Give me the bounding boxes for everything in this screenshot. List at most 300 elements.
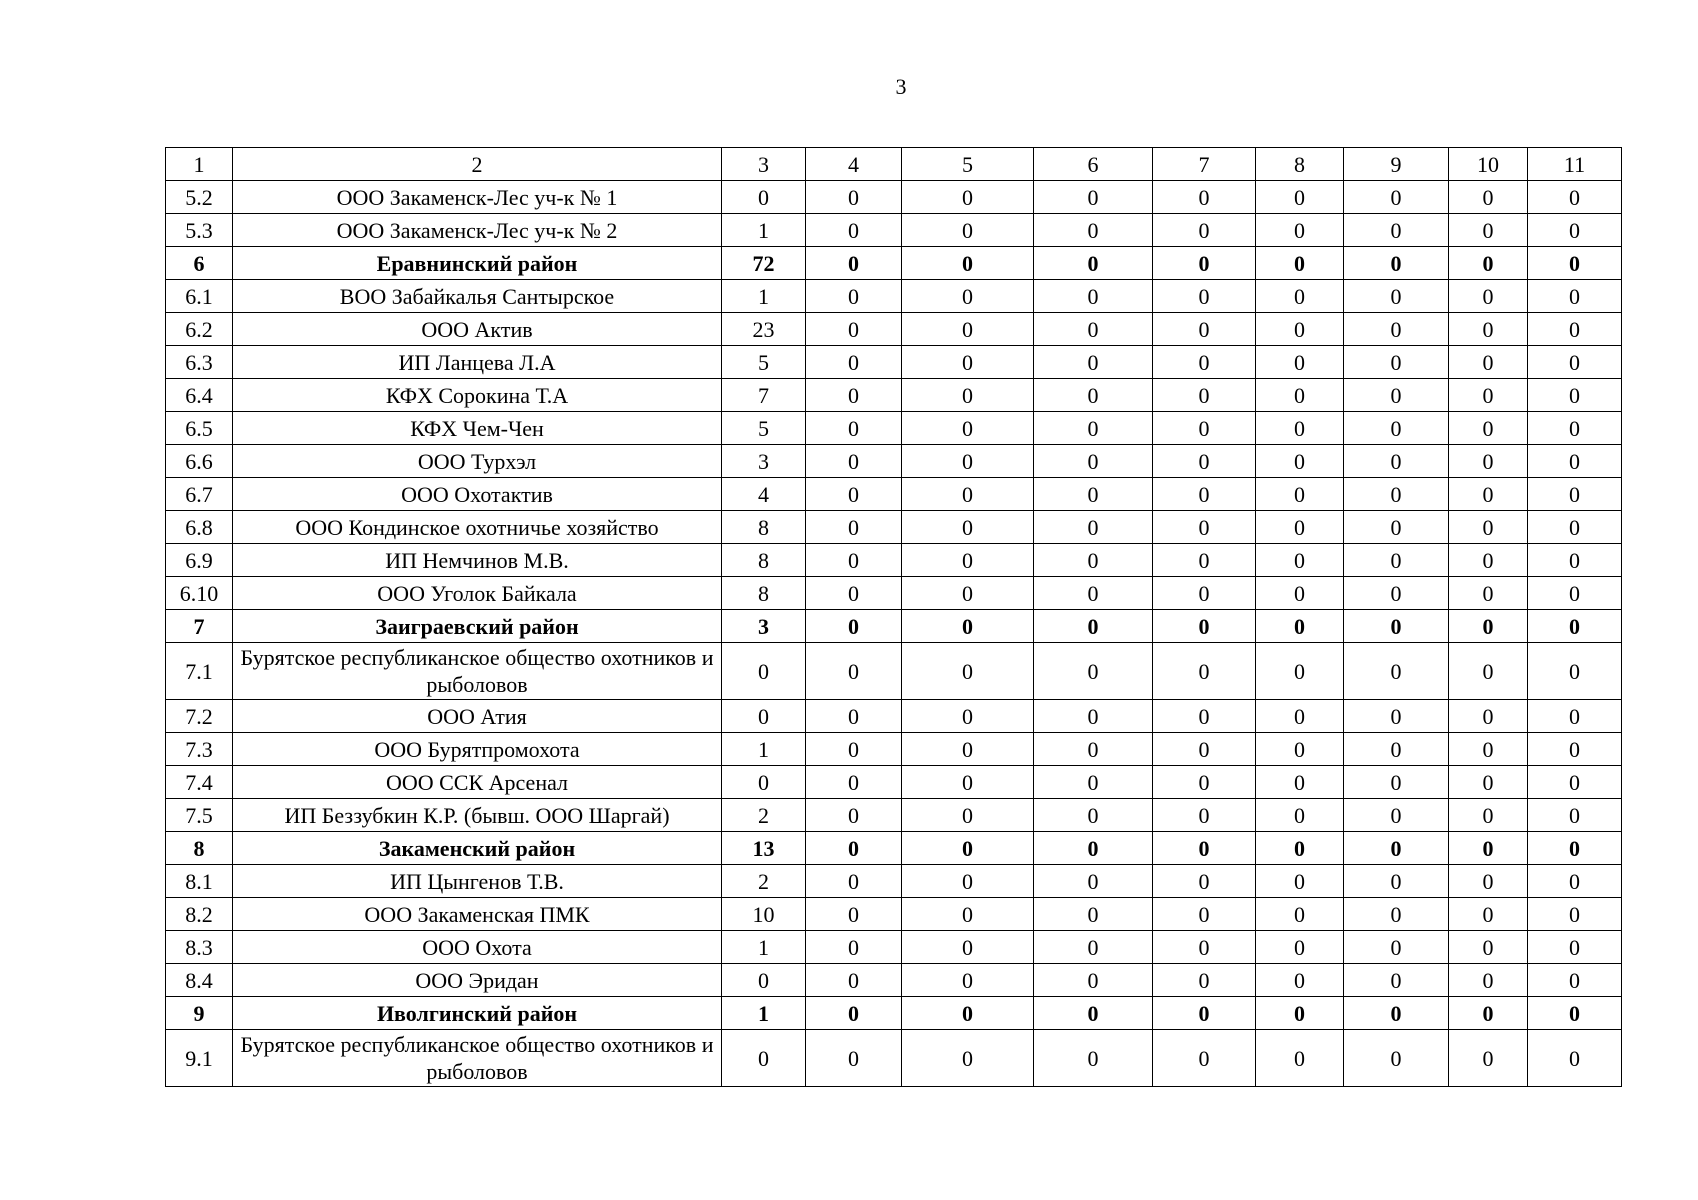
page-number: 3: [895, 74, 907, 99]
value-cell-col-9: 0: [1344, 247, 1449, 280]
value-cell-col-5: 0: [902, 931, 1034, 964]
value-cell-col-6: 0: [1034, 997, 1153, 1030]
value-cell-col-10: 0: [1449, 577, 1528, 610]
data-table: [165, 147, 1622, 1087]
value-cell-col-11: 0: [1528, 799, 1622, 832]
value-cell-col-11: 0: [1528, 181, 1622, 214]
row-number-cell: 6: [166, 247, 233, 280]
value-cell-col-4: 0: [806, 412, 902, 445]
header-cell: 10: [1449, 148, 1528, 181]
value-cell-col-8: 0: [1256, 610, 1344, 643]
value-cell-col-6: 0: [1034, 544, 1153, 577]
organization-name-cell: Иволгинский район: [233, 997, 722, 1030]
value-cell-col-8: 0: [1256, 964, 1344, 997]
value-cell-col-8: 0: [1256, 643, 1344, 700]
value-cell-col-5: 0: [902, 313, 1034, 346]
table-row: [166, 799, 1622, 832]
value-cell-col-10: 0: [1449, 931, 1528, 964]
value-cell-col-4: 0: [806, 379, 902, 412]
table-row: [166, 898, 1622, 931]
value-cell-col-7: 0: [1153, 997, 1256, 1030]
value-cell-col-11: 0: [1528, 280, 1622, 313]
value-cell-col-8: 0: [1256, 931, 1344, 964]
value-cell-col-8: 0: [1256, 445, 1344, 478]
value-cell-col-4: 0: [806, 577, 902, 610]
row-number-cell: 8.3: [166, 931, 233, 964]
value-cell-col-3: 3: [722, 610, 806, 643]
value-cell-col-10: 0: [1449, 313, 1528, 346]
organization-name-cell: ИП Беззубкин К.Р. (бывш. ООО Шаргай): [233, 799, 722, 832]
value-cell-col-5: 0: [902, 214, 1034, 247]
value-cell-col-4: 0: [806, 964, 902, 997]
row-number-cell: 6.3: [166, 346, 233, 379]
header-cell: 1: [166, 148, 233, 181]
value-cell-col-3: 4: [722, 478, 806, 511]
value-cell-col-3: 2: [722, 865, 806, 898]
value-cell-col-10: 0: [1449, 412, 1528, 445]
value-cell-col-3: 1: [722, 280, 806, 313]
value-cell-col-8: 0: [1256, 511, 1344, 544]
value-cell-col-7: 0: [1153, 445, 1256, 478]
value-cell-col-11: 0: [1528, 511, 1622, 544]
value-cell-col-9: 0: [1344, 898, 1449, 931]
value-cell-col-11: 0: [1528, 832, 1622, 865]
value-cell-col-6: 0: [1034, 898, 1153, 931]
value-cell-col-5: 0: [902, 445, 1034, 478]
value-cell-col-9: 0: [1344, 346, 1449, 379]
value-cell-col-5: 0: [902, 997, 1034, 1030]
value-cell-col-10: 0: [1449, 865, 1528, 898]
value-cell-col-4: 0: [806, 1030, 902, 1087]
table-row: [166, 247, 1622, 280]
table-row: [166, 832, 1622, 865]
organization-name-cell: ООО Охота: [233, 931, 722, 964]
value-cell-col-7: 0: [1153, 799, 1256, 832]
table-row: [166, 214, 1622, 247]
value-cell-col-11: 0: [1528, 1030, 1622, 1087]
value-cell-col-5: 0: [902, 544, 1034, 577]
value-cell-col-4: 0: [806, 346, 902, 379]
value-cell-col-10: 0: [1449, 445, 1528, 478]
value-cell-col-7: 0: [1153, 346, 1256, 379]
header-cell: 9: [1344, 148, 1449, 181]
value-cell-col-8: 0: [1256, 577, 1344, 610]
organization-name-cell: КФХ Сорокина Т.А: [233, 379, 722, 412]
value-cell-col-6: 0: [1034, 478, 1153, 511]
organization-name-cell: ООО Эридан: [233, 964, 722, 997]
table-row: [166, 511, 1622, 544]
value-cell-col-3: 7: [722, 379, 806, 412]
value-cell-col-10: 0: [1449, 898, 1528, 931]
value-cell-col-10: 0: [1449, 181, 1528, 214]
value-cell-col-5: 0: [902, 511, 1034, 544]
value-cell-col-7: 0: [1153, 865, 1256, 898]
row-number-cell: 6.6: [166, 445, 233, 478]
table-row: [166, 766, 1622, 799]
table-row: [166, 1030, 1622, 1087]
table-row: [166, 997, 1622, 1030]
value-cell-col-8: 0: [1256, 733, 1344, 766]
value-cell-col-7: 0: [1153, 478, 1256, 511]
value-cell-col-8: 0: [1256, 214, 1344, 247]
value-cell-col-9: 0: [1344, 478, 1449, 511]
table-row: [166, 865, 1622, 898]
value-cell-col-9: 0: [1344, 379, 1449, 412]
value-cell-col-8: 0: [1256, 280, 1344, 313]
value-cell-col-5: 0: [902, 733, 1034, 766]
value-cell-col-7: 0: [1153, 733, 1256, 766]
value-cell-col-3: 0: [722, 766, 806, 799]
value-cell-col-4: 0: [806, 181, 902, 214]
value-cell-col-11: 0: [1528, 379, 1622, 412]
value-cell-col-10: 0: [1449, 379, 1528, 412]
row-number-cell: 6.5: [166, 412, 233, 445]
organization-name-cell: ООО Уголок Байкала: [233, 577, 722, 610]
value-cell-col-7: 0: [1153, 412, 1256, 445]
header-cell: 7: [1153, 148, 1256, 181]
value-cell-col-8: 0: [1256, 247, 1344, 280]
value-cell-col-8: 0: [1256, 832, 1344, 865]
value-cell-col-4: 0: [806, 865, 902, 898]
organization-name-cell: ООО Закаменск-Лес уч-к № 2: [233, 214, 722, 247]
organization-name-cell: Бурятское республиканское общество охотников и рыболовов: [233, 643, 722, 700]
table-row: [166, 733, 1622, 766]
organization-name-cell: ООО Актив: [233, 313, 722, 346]
value-cell-col-6: 0: [1034, 865, 1153, 898]
value-cell-col-11: 0: [1528, 214, 1622, 247]
table-row: [166, 544, 1622, 577]
organization-name-cell: ООО Кондинское охотничье хозяйство: [233, 511, 722, 544]
value-cell-col-9: 0: [1344, 181, 1449, 214]
value-cell-col-7: 0: [1153, 643, 1256, 700]
value-cell-col-4: 0: [806, 511, 902, 544]
value-cell-col-6: 0: [1034, 610, 1153, 643]
value-cell-col-5: 0: [902, 577, 1034, 610]
value-cell-col-6: 0: [1034, 379, 1153, 412]
value-cell-col-5: 0: [902, 865, 1034, 898]
value-cell-col-7: 0: [1153, 766, 1256, 799]
value-cell-col-9: 0: [1344, 544, 1449, 577]
value-cell-col-10: 0: [1449, 247, 1528, 280]
organization-name-cell: ООО Закаменская ПМК: [233, 898, 722, 931]
value-cell-col-10: 0: [1449, 964, 1528, 997]
value-cell-col-8: 0: [1256, 1030, 1344, 1087]
organization-name-cell: ООО Атия: [233, 700, 722, 733]
organization-name-cell: ИП Цынгенов Т.В.: [233, 865, 722, 898]
value-cell-col-11: 0: [1528, 577, 1622, 610]
row-number-cell: 7.1: [166, 643, 233, 700]
row-number-cell: 8.2: [166, 898, 233, 931]
value-cell-col-3: 2: [722, 799, 806, 832]
value-cell-col-6: 0: [1034, 346, 1153, 379]
table-row: [166, 445, 1622, 478]
value-cell-col-5: 0: [902, 346, 1034, 379]
value-cell-col-6: 0: [1034, 313, 1153, 346]
value-cell-col-3: 8: [722, 544, 806, 577]
value-cell-col-11: 0: [1528, 544, 1622, 577]
value-cell-col-3: 5: [722, 412, 806, 445]
value-cell-col-3: 1: [722, 997, 806, 1030]
value-cell-col-11: 0: [1528, 346, 1622, 379]
value-cell-col-10: 0: [1449, 733, 1528, 766]
value-cell-col-8: 0: [1256, 865, 1344, 898]
value-cell-col-4: 0: [806, 445, 902, 478]
value-cell-col-9: 0: [1344, 412, 1449, 445]
value-cell-col-8: 0: [1256, 346, 1344, 379]
value-cell-col-4: 0: [806, 280, 902, 313]
header-cell: 3: [722, 148, 806, 181]
value-cell-col-7: 0: [1153, 700, 1256, 733]
table-row: [166, 346, 1622, 379]
value-cell-col-11: 0: [1528, 700, 1622, 733]
value-cell-col-4: 0: [806, 610, 902, 643]
value-cell-col-8: 0: [1256, 478, 1344, 511]
header-cell: 4: [806, 148, 902, 181]
value-cell-col-10: 0: [1449, 700, 1528, 733]
value-cell-col-11: 0: [1528, 766, 1622, 799]
value-cell-col-8: 0: [1256, 181, 1344, 214]
value-cell-col-5: 0: [902, 643, 1034, 700]
value-cell-col-6: 0: [1034, 280, 1153, 313]
value-cell-col-5: 0: [902, 766, 1034, 799]
table-row: [166, 610, 1622, 643]
row-number-cell: 8: [166, 832, 233, 865]
value-cell-col-9: 0: [1344, 832, 1449, 865]
value-cell-col-7: 0: [1153, 544, 1256, 577]
value-cell-col-8: 0: [1256, 379, 1344, 412]
organization-name-cell: ИП Немчинов М.В.: [233, 544, 722, 577]
value-cell-col-6: 0: [1034, 577, 1153, 610]
table-row: [166, 964, 1622, 997]
value-cell-col-4: 0: [806, 898, 902, 931]
value-cell-col-5: 0: [902, 832, 1034, 865]
row-number-cell: 6.9: [166, 544, 233, 577]
value-cell-col-10: 0: [1449, 997, 1528, 1030]
value-cell-col-6: 0: [1034, 700, 1153, 733]
row-number-cell: 6.7: [166, 478, 233, 511]
value-cell-col-6: 0: [1034, 1030, 1153, 1087]
value-cell-col-3: 8: [722, 511, 806, 544]
value-cell-col-9: 0: [1344, 445, 1449, 478]
value-cell-col-3: 5: [722, 346, 806, 379]
value-cell-col-5: 0: [902, 478, 1034, 511]
row-number-cell: 7.3: [166, 733, 233, 766]
value-cell-col-3: 0: [722, 643, 806, 700]
value-cell-col-3: 0: [722, 964, 806, 997]
value-cell-col-9: 0: [1344, 931, 1449, 964]
table-row: [166, 313, 1622, 346]
row-number-cell: 5.3: [166, 214, 233, 247]
value-cell-col-9: 0: [1344, 799, 1449, 832]
organization-name-cell: Заиграевский район: [233, 610, 722, 643]
value-cell-col-6: 0: [1034, 733, 1153, 766]
table-row: [166, 379, 1622, 412]
value-cell-col-5: 0: [902, 799, 1034, 832]
value-cell-col-5: 0: [902, 700, 1034, 733]
value-cell-col-3: 0: [722, 181, 806, 214]
table-body: [166, 181, 1622, 1087]
value-cell-col-6: 0: [1034, 964, 1153, 997]
value-cell-col-11: 0: [1528, 733, 1622, 766]
value-cell-col-4: 0: [806, 478, 902, 511]
value-cell-col-9: 0: [1344, 766, 1449, 799]
organization-name-cell: ООО Турхэл: [233, 445, 722, 478]
value-cell-col-7: 0: [1153, 280, 1256, 313]
organization-name-cell: Еравнинский район: [233, 247, 722, 280]
value-cell-col-4: 0: [806, 544, 902, 577]
value-cell-col-9: 0: [1344, 511, 1449, 544]
table-row: [166, 412, 1622, 445]
value-cell-col-6: 0: [1034, 511, 1153, 544]
value-cell-col-7: 0: [1153, 379, 1256, 412]
value-cell-col-9: 0: [1344, 313, 1449, 346]
value-cell-col-7: 0: [1153, 610, 1256, 643]
value-cell-col-8: 0: [1256, 313, 1344, 346]
value-cell-col-5: 0: [902, 1030, 1034, 1087]
header-cell: 11: [1528, 148, 1622, 181]
value-cell-col-11: 0: [1528, 412, 1622, 445]
value-cell-col-4: 0: [806, 733, 902, 766]
organization-name-cell: ООО ССК Арсенал: [233, 766, 722, 799]
value-cell-col-7: 0: [1153, 1030, 1256, 1087]
row-number-cell: 7: [166, 610, 233, 643]
value-cell-col-4: 0: [806, 799, 902, 832]
value-cell-col-4: 0: [806, 214, 902, 247]
value-cell-col-10: 0: [1449, 511, 1528, 544]
value-cell-col-6: 0: [1034, 799, 1153, 832]
header-cell: 6: [1034, 148, 1153, 181]
value-cell-col-6: 0: [1034, 766, 1153, 799]
value-cell-col-7: 0: [1153, 313, 1256, 346]
row-number-cell: 6.2: [166, 313, 233, 346]
value-cell-col-3: 0: [722, 700, 806, 733]
table-row: [166, 280, 1622, 313]
value-cell-col-6: 0: [1034, 832, 1153, 865]
row-number-cell: 6.4: [166, 379, 233, 412]
value-cell-col-3: 1: [722, 733, 806, 766]
value-cell-col-11: 0: [1528, 313, 1622, 346]
value-cell-col-10: 0: [1449, 478, 1528, 511]
value-cell-col-3: 1: [722, 931, 806, 964]
value-cell-col-9: 0: [1344, 1030, 1449, 1087]
value-cell-col-7: 0: [1153, 931, 1256, 964]
value-cell-col-5: 0: [902, 280, 1034, 313]
row-number-cell: 5.2: [166, 181, 233, 214]
row-number-cell: 9.1: [166, 1030, 233, 1087]
value-cell-col-10: 0: [1449, 832, 1528, 865]
value-cell-col-6: 0: [1034, 931, 1153, 964]
value-cell-col-10: 0: [1449, 766, 1528, 799]
value-cell-col-3: 1: [722, 214, 806, 247]
value-cell-col-4: 0: [806, 997, 902, 1030]
organization-name-cell: Бурятское республиканское общество охотников и рыболовов: [233, 1030, 722, 1087]
row-number-cell: 6.10: [166, 577, 233, 610]
value-cell-col-10: 0: [1449, 610, 1528, 643]
table-row: [166, 577, 1622, 610]
value-cell-col-7: 0: [1153, 214, 1256, 247]
value-cell-col-9: 0: [1344, 280, 1449, 313]
value-cell-col-8: 0: [1256, 898, 1344, 931]
value-cell-col-3: 8: [722, 577, 806, 610]
row-number-cell: 7.4: [166, 766, 233, 799]
table-row: [166, 478, 1622, 511]
value-cell-col-9: 0: [1344, 700, 1449, 733]
value-cell-col-4: 0: [806, 313, 902, 346]
table-row: [166, 643, 1622, 700]
row-number-cell: 6.1: [166, 280, 233, 313]
value-cell-col-11: 0: [1528, 247, 1622, 280]
row-number-cell: 9: [166, 997, 233, 1030]
value-cell-col-3: 13: [722, 832, 806, 865]
value-cell-col-9: 0: [1344, 643, 1449, 700]
value-cell-col-10: 0: [1449, 1030, 1528, 1087]
value-cell-col-11: 0: [1528, 445, 1622, 478]
table-row: [166, 931, 1622, 964]
value-cell-col-9: 0: [1344, 577, 1449, 610]
value-cell-col-4: 0: [806, 247, 902, 280]
value-cell-col-3: 0: [722, 1030, 806, 1087]
organization-name-cell: ИП Ланцева Л.А: [233, 346, 722, 379]
value-cell-col-6: 0: [1034, 445, 1153, 478]
row-number-cell: 8.4: [166, 964, 233, 997]
value-cell-col-5: 0: [902, 898, 1034, 931]
value-cell-col-7: 0: [1153, 898, 1256, 931]
organization-name-cell: ООО Закаменск-Лес уч-к № 1: [233, 181, 722, 214]
value-cell-col-3: 10: [722, 898, 806, 931]
value-cell-col-5: 0: [902, 247, 1034, 280]
value-cell-col-6: 0: [1034, 214, 1153, 247]
value-cell-col-9: 0: [1344, 865, 1449, 898]
row-number-cell: 6.8: [166, 511, 233, 544]
value-cell-col-11: 0: [1528, 898, 1622, 931]
value-cell-col-8: 0: [1256, 766, 1344, 799]
value-cell-col-7: 0: [1153, 832, 1256, 865]
value-cell-col-10: 0: [1449, 214, 1528, 247]
value-cell-col-10: 0: [1449, 643, 1528, 700]
header-cell: 2: [233, 148, 722, 181]
value-cell-col-6: 0: [1034, 412, 1153, 445]
value-cell-col-11: 0: [1528, 931, 1622, 964]
value-cell-col-11: 0: [1528, 643, 1622, 700]
organization-name-cell: ООО Бурятпромохота: [233, 733, 722, 766]
value-cell-col-9: 0: [1344, 733, 1449, 766]
header-cell: 5: [902, 148, 1034, 181]
value-cell-col-5: 0: [902, 964, 1034, 997]
value-cell-col-4: 0: [806, 766, 902, 799]
value-cell-col-8: 0: [1256, 799, 1344, 832]
organization-name-cell: Закаменский район: [233, 832, 722, 865]
value-cell-col-9: 0: [1344, 964, 1449, 997]
value-cell-col-6: 0: [1034, 181, 1153, 214]
value-cell-col-11: 0: [1528, 997, 1622, 1030]
value-cell-col-3: 3: [722, 445, 806, 478]
organization-name-cell: КФХ Чем-Чен: [233, 412, 722, 445]
value-cell-col-10: 0: [1449, 544, 1528, 577]
organization-name-cell: ВОО Забайкалья Сантырское: [233, 280, 722, 313]
organization-name-cell: ООО Охотактив: [233, 478, 722, 511]
value-cell-col-3: 23: [722, 313, 806, 346]
value-cell-col-9: 0: [1344, 214, 1449, 247]
value-cell-col-11: 0: [1528, 478, 1622, 511]
value-cell-col-10: 0: [1449, 799, 1528, 832]
value-cell-col-7: 0: [1153, 577, 1256, 610]
header-row: [166, 148, 1622, 181]
value-cell-col-7: 0: [1153, 964, 1256, 997]
value-cell-col-10: 0: [1449, 346, 1528, 379]
header-cell: 8: [1256, 148, 1344, 181]
value-cell-col-4: 0: [806, 931, 902, 964]
value-cell-col-4: 0: [806, 643, 902, 700]
